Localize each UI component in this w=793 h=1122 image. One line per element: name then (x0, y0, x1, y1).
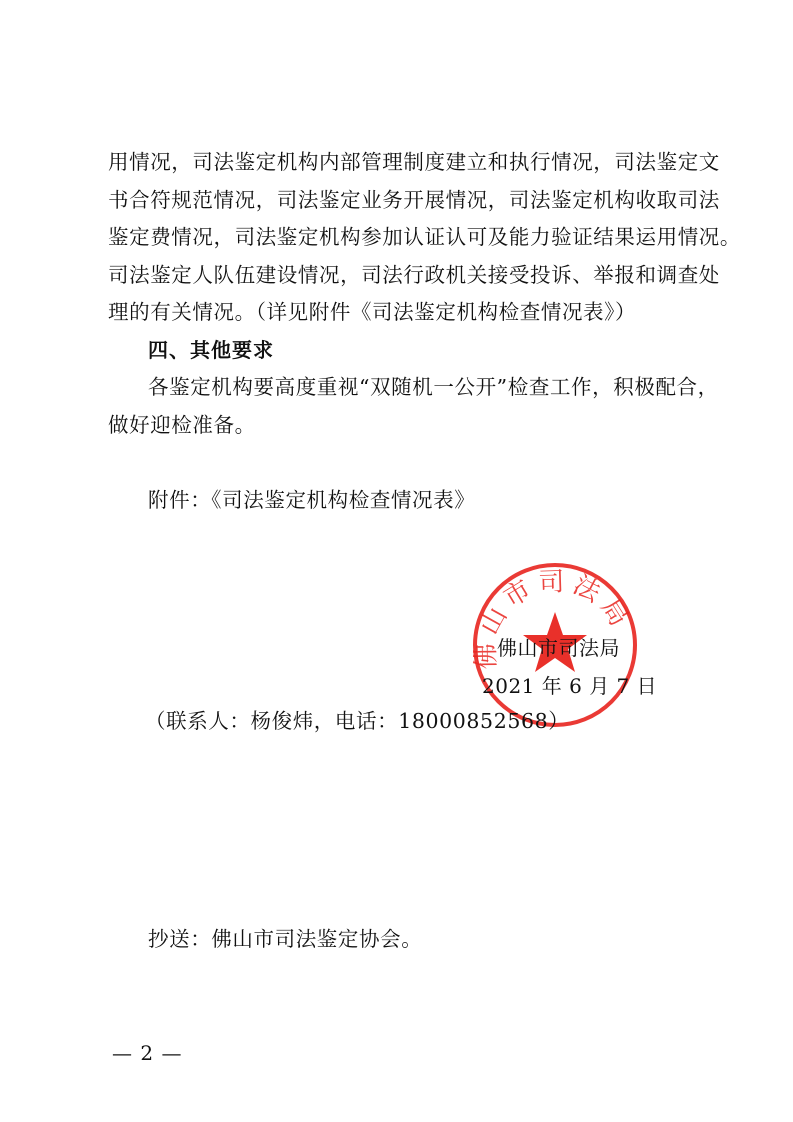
body-line-4: 司法鉴定人队伍建设情况，司法行政机关接受投诉、举报和调查处 (108, 263, 720, 287)
body-line-1: 用情况，司法鉴定机构内部管理制度建立和执行情况，司法鉴定文 (108, 150, 720, 174)
requirement-line-2: 做好迎检准备。 (108, 413, 256, 437)
signature-org: 佛山市司法局 (497, 636, 620, 660)
requirement-line-1: 各鉴定机构要高度重视“双随机一公开”检查工作，积极配合， (148, 375, 719, 399)
section-heading: 四、其他要求 (148, 338, 274, 362)
attachment-line: 附件：《司法鉴定机构检查情况表》 (148, 488, 476, 512)
body-line-2: 书合符规范情况，司法鉴定业务开展情况，司法鉴定机构收取司法 (108, 188, 720, 212)
body-line-5: 理的有关情况。（详见附件《司法鉴定机构检查情况表》） (108, 300, 637, 324)
body-line-3: 鉴定费情况，司法鉴定机构参加认证认可及能力验证结果运用情况。 (108, 225, 741, 249)
cc-line: 抄送：佛山市司法鉴定协会。 (148, 927, 423, 951)
page-number: — 2 — (112, 1041, 183, 1065)
seal-text: 佛山市司法局 (471, 567, 637, 670)
signature-date: 2021 年 6 月 7 日 (482, 674, 658, 698)
contact-line: （联系人：杨俊炜，电话：18000852568） (145, 709, 570, 733)
